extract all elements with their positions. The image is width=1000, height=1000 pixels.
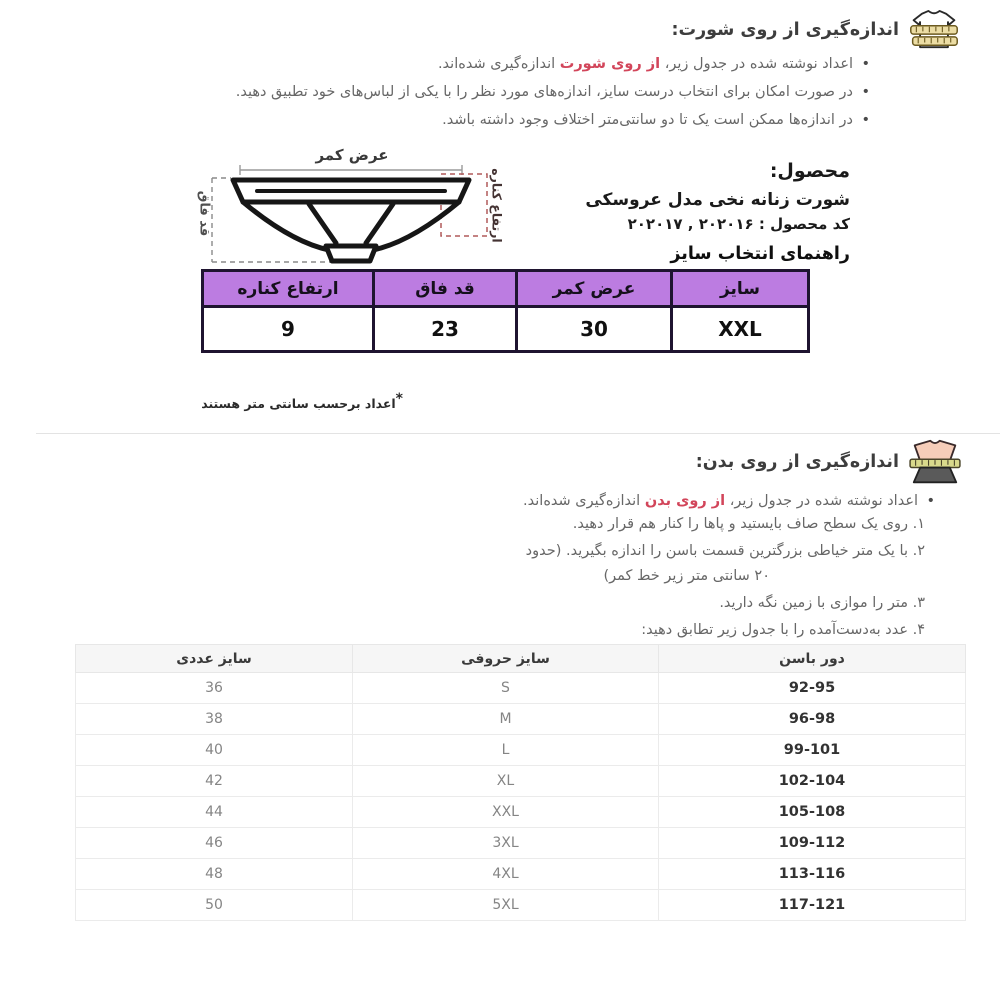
- table-header-row: [203, 271, 809, 307]
- hip-range: 109-112: [659, 828, 966, 859]
- numeric-size: 40: [76, 735, 353, 766]
- rise-value: 23: [374, 307, 517, 352]
- units-footnote: [158, 391, 403, 411]
- numeric-size: 44: [76, 797, 353, 828]
- step-3: ۳. متر را موازی با زمین نگه دارید.: [719, 595, 925, 611]
- letter-size: XL: [353, 766, 659, 797]
- note-highlight: از روی بدن: [644, 493, 726, 509]
- col-hip: دور باسن: [659, 645, 966, 673]
- letter-size: 5XL: [353, 890, 659, 921]
- note-highlight: از روی شورت: [559, 56, 661, 72]
- gusset-shape: [326, 246, 376, 261]
- diagram-side-height-label: ارتفاع کناره: [489, 168, 505, 243]
- table-row: [76, 828, 966, 859]
- underwear-measurement-diagram: [195, 146, 545, 274]
- section-body-header: [696, 438, 962, 486]
- step-2-line-1: ۲. با یک متر خیاطی بزرگترین قسمت باسن را اندازه بگیرید. (حدود: [525, 543, 925, 559]
- letter-size: 4XL: [353, 859, 659, 890]
- hip-range: 96-98: [659, 704, 966, 735]
- waist-width-value: 30: [517, 307, 672, 352]
- hip-range: 113-116: [659, 859, 966, 890]
- letter-size: 3XL: [353, 828, 659, 859]
- side-height-value: 9: [203, 307, 374, 352]
- waist-measuring-tape-svg: [908, 438, 962, 486]
- section-shorts-title: اندازه‌گیری از روی شورت:: [671, 19, 899, 40]
- size-value: XXL: [672, 307, 809, 352]
- diagram-waist-width-label: عرض کمر: [315, 146, 389, 164]
- table-header-row: [76, 645, 966, 673]
- asterisk-mark: *: [395, 391, 403, 407]
- right-leg-curve: [373, 202, 459, 250]
- tshirt-measuring-tape-icon: [908, 8, 960, 51]
- step-4: ۴. عدد به‌دست‌آمده را با جدول زیر تطابق دهید:: [641, 622, 925, 638]
- shorts-notes-list: [25, 50, 870, 134]
- list-item: [55, 487, 935, 515]
- note-text: اندازه‌گیری شده‌اند.: [523, 493, 645, 509]
- table-row: [76, 859, 966, 890]
- letter-size: M: [353, 704, 659, 735]
- section-divider: [36, 433, 1000, 434]
- table-row: [203, 307, 809, 352]
- left-leg-curve: [243, 202, 329, 250]
- note-text: در صورت امکان برای انتخاب درست سایز، اندازه‌های مورد نظر را با یکی از لباس‌های خود تطبیق دهید.: [235, 84, 853, 100]
- letter-size: L: [353, 735, 659, 766]
- waist-measuring-tape-icon: [908, 438, 962, 486]
- hip-range: 99-101: [659, 735, 966, 766]
- table-row: [76, 673, 966, 704]
- note-text: اعداد نوشته شده در جدول زیر،: [725, 493, 918, 509]
- diagram-rise-label: قد فاق: [196, 190, 212, 237]
- numeric-size: 38: [76, 704, 353, 735]
- numeric-size: 48: [76, 859, 353, 890]
- table-row: [76, 890, 966, 921]
- letter-size: XXL: [353, 797, 659, 828]
- col-size: سایز: [672, 271, 809, 307]
- note-text: اعداد نوشته شده در جدول زیر،: [660, 56, 853, 72]
- note-text: اندازه‌گیری شده‌اند.: [437, 56, 560, 72]
- table-row: [76, 766, 966, 797]
- col-waist-width: عرض کمر: [517, 271, 672, 307]
- col-rise: قد فاق: [374, 271, 517, 307]
- section-body-title: اندازه‌گیری از روی بدن:: [695, 452, 899, 472]
- size-guide-title: راهنمای انتخاب سایز: [670, 244, 850, 264]
- product-heading: محصول:: [769, 160, 850, 182]
- section-shorts-header: [671, 8, 960, 51]
- table-row: [76, 735, 966, 766]
- table-row: [76, 797, 966, 828]
- tshirt-measuring-tape-svg: [908, 8, 960, 51]
- waist-measure-line: [240, 165, 462, 175]
- body-size-table: [75, 644, 966, 921]
- col-letter-size: سایز حروفی: [353, 645, 659, 673]
- leg-seam-lines: [309, 204, 393, 243]
- measurement-steps: [526, 512, 925, 645]
- product-code: کد محصول : ۲۰۲۰۱۶ , ۲۰۲۰۱۷: [627, 215, 850, 233]
- list-item: [25, 78, 870, 106]
- hip-range: 102-104: [659, 766, 966, 797]
- hip-range: 92-95: [659, 673, 966, 704]
- step-2: [526, 539, 925, 589]
- numeric-size: 36: [76, 673, 353, 704]
- letter-size: S: [353, 673, 659, 704]
- footnote-text: اعداد برحسب سانتی متر هستند: [201, 396, 396, 412]
- step-2-line-2: ۲۰ سانتی متر زیر خط کمر): [603, 568, 770, 584]
- product-info: [585, 160, 850, 264]
- list-item: [25, 50, 870, 78]
- numeric-size: 50: [76, 890, 353, 921]
- body-notes-list: [55, 487, 935, 515]
- table-row: [76, 704, 966, 735]
- hip-range: 105-108: [659, 797, 966, 828]
- shorts-size-table: [201, 269, 810, 353]
- step-1: ۱. روی یک سطح صاف بایستید و پاها را کنار هم قرار دهید.: [572, 516, 925, 532]
- numeric-size: 46: [76, 828, 353, 859]
- col-numeric-size: سایز عددی: [76, 645, 353, 673]
- product-name: شورت زنانه نخی مدل عروسکی: [585, 190, 850, 210]
- numeric-size: 42: [76, 766, 353, 797]
- col-side-height: ارتفاع کناره: [203, 271, 374, 307]
- list-item: [25, 106, 870, 134]
- note-text: در اندازه‌ها ممکن است یک تا دو سانتی‌متر اختلاف وجود داشته باشد.: [442, 112, 853, 128]
- hip-range: 117-121: [659, 890, 966, 921]
